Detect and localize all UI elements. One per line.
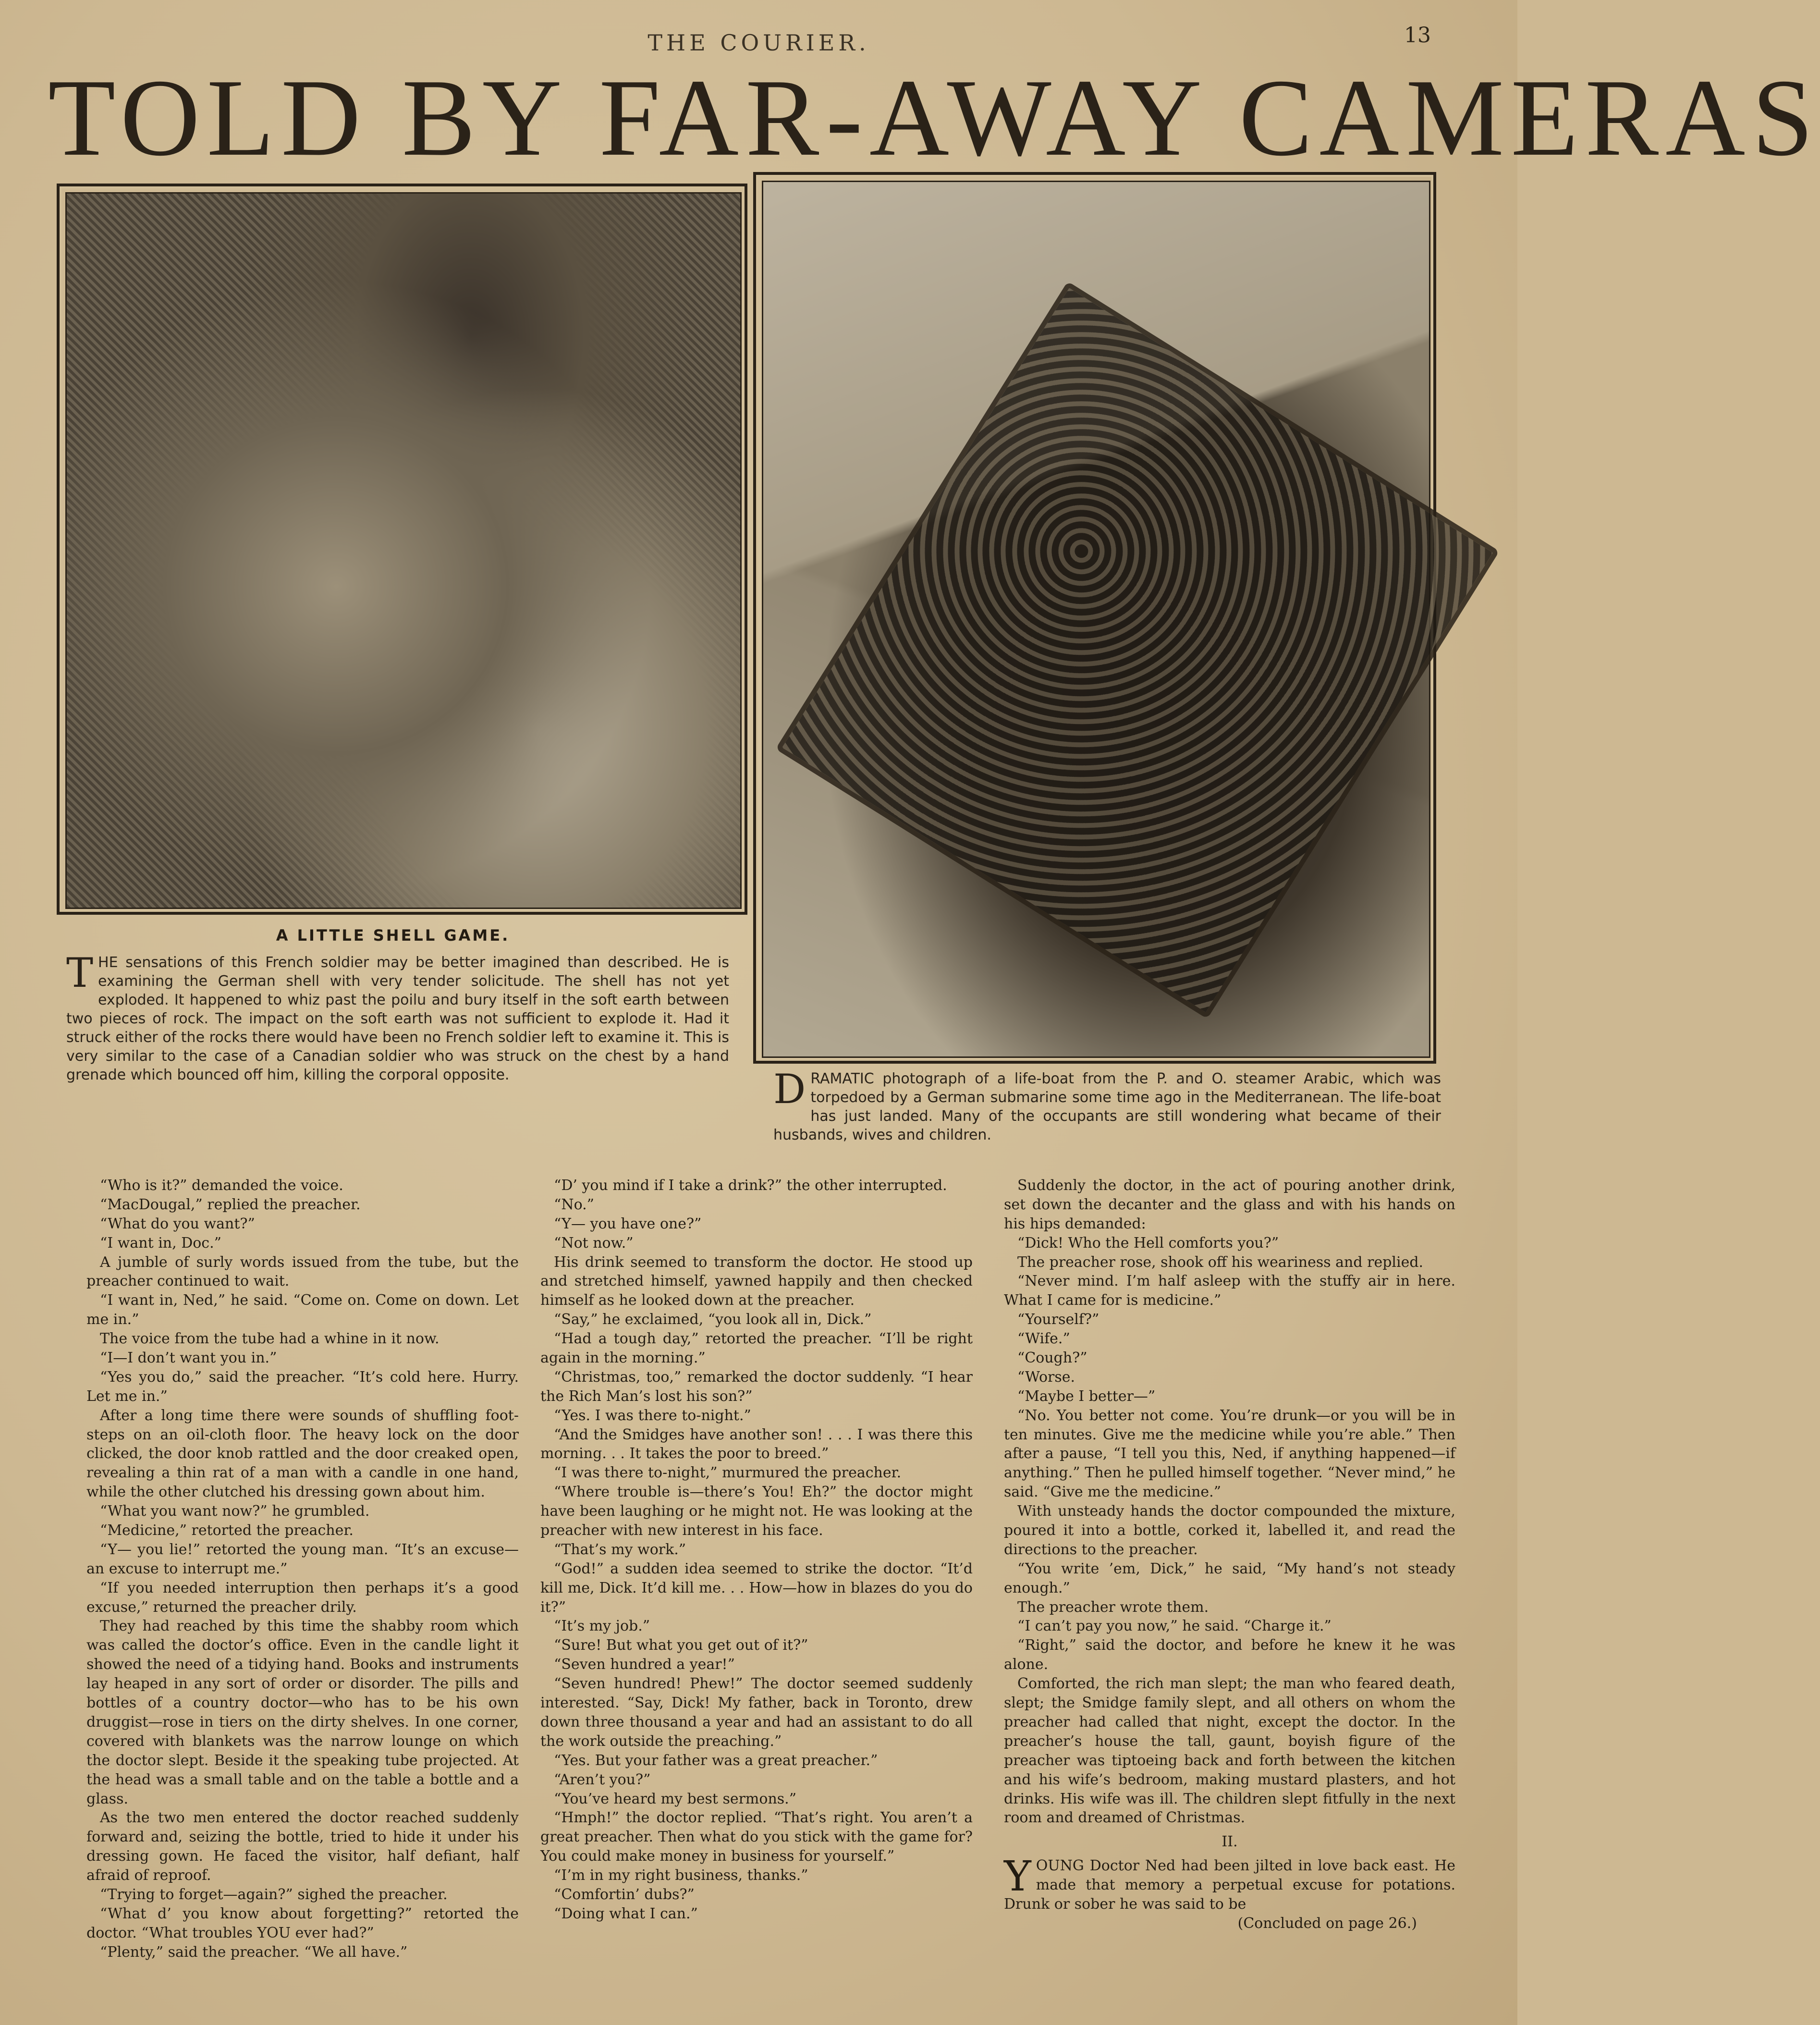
- section-mark: II.: [1221, 1833, 1238, 1851]
- paragraph: “I want in, Doc.”: [100, 1234, 221, 1252]
- paragraph: “Not now.”: [554, 1234, 634, 1252]
- paragraph: “Doing what I can.”: [554, 1905, 698, 1922]
- paragraph: The preacher rose, shook off his weariness and replied.: [1017, 1253, 1424, 1271]
- paragraph: “Who is it?” demanded the voice.: [100, 1177, 343, 1194]
- left-caption: [66, 949, 729, 1084]
- paragraph: “I was there to-night,” murmured the preacher.: [554, 1464, 902, 1482]
- paragraph: “Plenty,” said the preacher. “We all have.”: [100, 1943, 408, 1961]
- paragraph: “Yes you do,” said the preacher. “It’s cold here. Hurry. Let me in.”: [86, 1368, 519, 1405]
- paragraph: The preacher wrote them.: [1017, 1598, 1209, 1616]
- photo-right-frame: [753, 172, 1436, 1064]
- paragraph: “Had a tough day,” retorted the preacher. “I’ll be right again in the morning.”: [540, 1330, 973, 1367]
- paragraph: “Y— you have one?”: [554, 1215, 702, 1232]
- paragraph: Suddenly the doctor, in the act of pouring another drink, set down the decanter and the glass and with his hands on his hips demanded:: [1004, 1177, 1455, 1232]
- paragraph: “Maybe I better—”: [1017, 1387, 1156, 1405]
- left-caption-dropcap: T: [66, 949, 94, 996]
- paragraph: “If you needed interruption then perhaps it’s a good excuse,” returned the preacher drily.: [86, 1579, 519, 1616]
- paragraph: “Sure! But what you get out of it?”: [554, 1637, 808, 1654]
- paragraph: A jumble of surly words issued from the tube, but the preacher continued to wait.: [86, 1253, 519, 1290]
- right-caption-dropcap: D: [773, 1066, 806, 1113]
- paragraph: “It’s my job.”: [554, 1618, 650, 1635]
- text-column-2: [540, 1176, 973, 2002]
- paragraph: “Wife.”: [1017, 1330, 1070, 1348]
- text-column-1: [86, 1176, 519, 2002]
- concluded-note: (Concluded on page 26.): [1237, 1915, 1417, 1932]
- paragraph: “I want in, Ned,” he said. “Come on. Come on down. Let me in.”: [86, 1292, 519, 1328]
- paragraph: “And the Smidges have another son! . . . I was there this morning. . . It takes the poor to breed.”: [540, 1426, 973, 1462]
- paragraph: Comforted, the rich man slept; the man who feared death, slept; the Smidge family slept, and all others on whom the preacher had called that night, except the doctor. In the preacher’s house the tall, gaunt, boyish figure of the preacher was tiptoeing back and forth between the kitchen and his wife’s bedroom, making mustard plasters, and hot drinks. His wife was ill. The children slept fitfully in the next room and dreamed of Christmas.: [1004, 1675, 1455, 1827]
- paragraph: “D’ you mind if I take a drink?” the other interrupted.: [554, 1177, 947, 1194]
- paragraph: As the two men entered the doctor reached suddenly forward and, seizing the bottle, tried to hide it under his dressing gown. He faced the visitor, half defiant, half afraid of reproof.: [86, 1809, 519, 1884]
- page-number: 13: [1404, 23, 1431, 48]
- lifeboat-shape: [776, 282, 1500, 1019]
- paragraph: They had reached by this time the shabby room which was called the doctor’s office. Even in the candle light it showed the need of a tidying hand. Books and instruments lay heaped in any sort of order or disorder. The pills and bottles of a country doctor—who has to be his own druggist—rose in tiers on the dirty shelves. In one corner, covered with blankets was the narrow lounge on which the doctor slept. Beside it the speaking tube projected. At the head was a small table and on the table a bottle and a glass.: [86, 1618, 519, 1807]
- paragraph: “Say,” he exclaimed, “you look all in, Dick.”: [554, 1311, 872, 1328]
- paragraph: “Right,” said the doctor, and before he knew it he was alone.: [1004, 1637, 1455, 1673]
- text-column-3: [1004, 1176, 1455, 2002]
- paragraph: “What you want now?” he grumbled.: [100, 1503, 370, 1520]
- left-caption-text: HE sensations of this French soldier may be better imagined than described. He is examining the German shell with very tender solicitude. The shell has not yet exploded. It happened to whiz past the poilu and bury itself in the soft earth between two pieces of rock. The impact on the soft earth was not sufficient to explode it. Had it struck either of the rocks there would have been no French soldier left to examine it. This is very similar to the case of a Canadian soldier who was struck on the chest by a hand grenade which bounced off him, killing the corporal opposite.: [66, 954, 729, 1083]
- paragraph: “I’m in my right business, thanks.”: [554, 1867, 808, 1884]
- paragraph: “Never mind. I’m half asleep with the stuffy air in here. What I came for is medicine.”: [1004, 1273, 1455, 1309]
- french-soldier-shell-photo: [65, 192, 742, 909]
- paragraph: “Comfortin’ dubs?”: [554, 1886, 695, 1903]
- paragraph: “MacDougal,” replied the preacher.: [100, 1196, 361, 1213]
- paragraph: The voice from the tube had a whine in it now.: [100, 1330, 440, 1348]
- left-caption-heading: A LITTLE SHELL GAME.: [276, 926, 510, 945]
- paragraph: “Trying to forget—again?” sighed the preacher.: [100, 1886, 448, 1903]
- publication-header: THE COURIER.: [647, 30, 870, 56]
- paragraph: “Yourself?”: [1017, 1311, 1099, 1328]
- paragraph: “Hmph!” the doctor replied. “That’s right. You aren’t a great preacher. Then what do you stick with the game for? You could make money in business for yourself.”: [540, 1809, 973, 1865]
- page-title: TOLD BY FAR-AWAY CAMERAS: [48, 56, 1820, 179]
- paragraph: After a long time there were sounds of shuffling foot-steps on an oil-cloth floor. The heavy lock on the door clicked, the door knob rattled and the door creaked open, revealing a thin rat of a man with a candle in one hand, while the other clutched his dressing gown about him.: [86, 1407, 519, 1501]
- paragraph: “Seven hundred! Phew!” The doctor seemed suddenly interested. “Say, Dick! My father, back in Toronto, drew down three thousand a year and had an assistant to do all the work outside the preaching.”: [540, 1675, 973, 1750]
- right-caption-text: RAMATIC photograph of a life-boat from the P. and O. steamer Arabic, which was torpedoed by a German submarine some time ago in the Mediterranean. The life-boat has just landed. Many of the occupants are still wondering what became of their husbands, wives and children.: [773, 1070, 1441, 1143]
- paragraph: “God!” a sudden idea seemed to strike the doctor. “It’d kill me, Dick. It’d kill me. . . How—how in blazes do you do it?”: [540, 1560, 973, 1616]
- paragraph: “Seven hundred a year!”: [554, 1656, 735, 1673]
- paragraph: “No. You better not come. You’re drunk—or you will be in ten minutes. Give me the medicine while you’re able.” Then after a pause, “I tell you this, Ned, if anything happened—if anything.” Then he pulled himself together. “Never mind,” he said. “Give me the medicine.”: [1004, 1407, 1455, 1501]
- paragraph: “Y— you lie!” retorted the young man. “It’s an excuse—an excuse to interrupt me.”: [86, 1541, 519, 1577]
- right-caption: [773, 1066, 1441, 1144]
- paragraph: “Yes. I was there to-night.”: [554, 1407, 751, 1424]
- paragraph: “Cough?”: [1017, 1350, 1087, 1367]
- paragraph: “Medicine,” retorted the preacher.: [100, 1522, 354, 1539]
- paragraph: “Dick! Who the Hell comforts you?”: [1017, 1234, 1279, 1252]
- lifeboat-photo: [762, 181, 1430, 1058]
- paragraph: “No.”: [554, 1196, 594, 1213]
- paragraph: “Where trouble is—there’s You! Eh?” the doctor might have been laughing or he might not. He was looking at the preacher with new interest in his face.: [540, 1484, 973, 1539]
- paragraph: “You write ’em, Dick,” he said, “My hand’s not steady enough.”: [1004, 1560, 1455, 1596]
- paragraph: “What do you want?”: [100, 1215, 255, 1232]
- paragraph: “Christmas, too,” remarked the doctor suddenly. “I hear the Rich Man’s lost his son?”: [540, 1368, 973, 1405]
- final-paragraph-text: OUNG Doctor Ned had been jilted in love back east. He made that memory a perpetual excuse for potations. Drunk or sober he was said to be: [1004, 1857, 1455, 1913]
- photo-left-frame: [57, 184, 747, 915]
- paragraph: With unsteady hands the doctor compounded the mixture, poured it into a bottle, corked it, labelled it, and read the directions to the preacher.: [1004, 1503, 1455, 1558]
- paragraph: “I can’t pay you now,” he said. “Charge it.”: [1017, 1618, 1331, 1635]
- paragraph: “That’s my work.”: [554, 1541, 686, 1558]
- paragraph: “I—I don’t want you in.”: [100, 1350, 277, 1367]
- final-paragraph: [1004, 1853, 1455, 1914]
- paragraph: “You’ve heard my best sermons.”: [554, 1790, 797, 1807]
- final-dropcap: Y: [1004, 1853, 1031, 1901]
- paragraph: “What d’ you know about forgetting?” retorted the doctor. “What troubles YOU ever had?”: [86, 1905, 519, 1941]
- paragraph: “Worse.: [1017, 1368, 1075, 1386]
- paragraph: “Yes. But your father was a great preacher.”: [554, 1752, 878, 1769]
- paragraph: “Aren’t you?”: [554, 1771, 651, 1788]
- paragraph: His drink seemed to transform the doctor. He stood up and stretched himself, yawned happily and then checked himself as he looked down at the preacher.: [540, 1253, 973, 1309]
